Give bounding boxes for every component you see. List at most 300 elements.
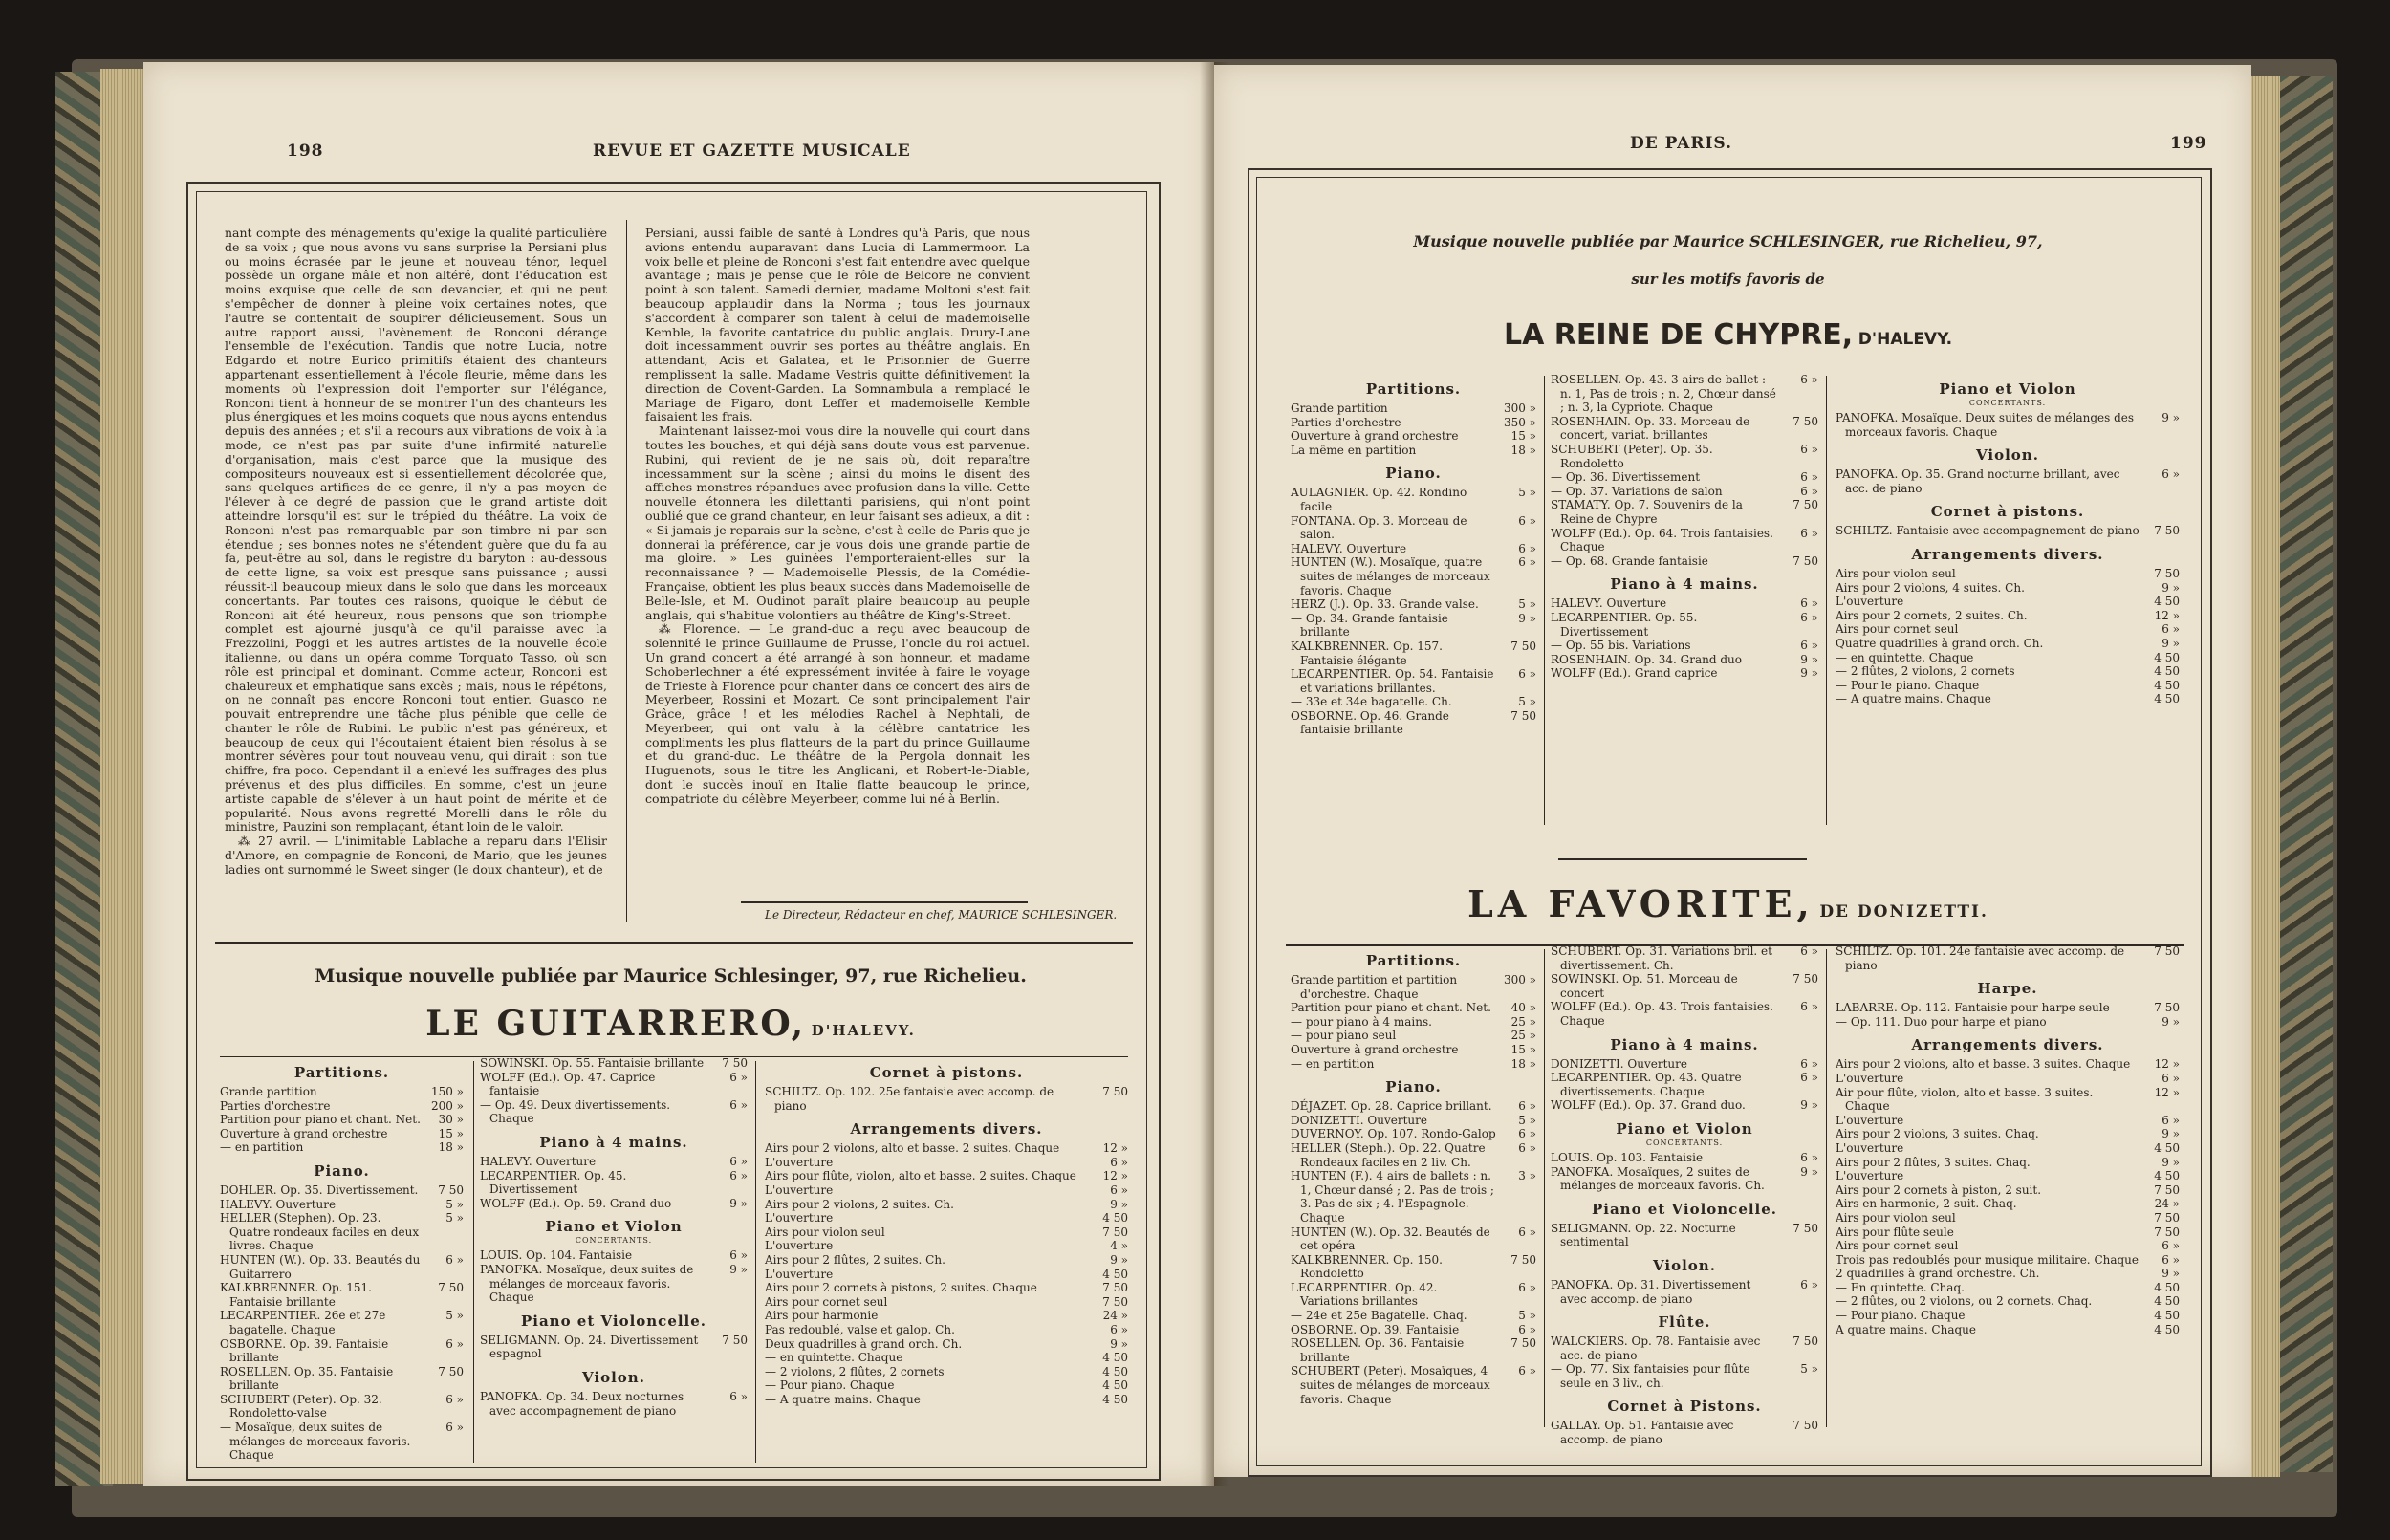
entry-title: STAMATY. Op. 7. Souvenirs de la Reine de Chypre [1551, 498, 1743, 526]
catalog-entry [1551, 944, 1818, 972]
catalog-entry [765, 1085, 1128, 1113]
category-heading: Arrangements divers. [1911, 545, 2104, 563]
entry-title: Airs pour cornet seul [1836, 1239, 1959, 1253]
catalog-entry [765, 1198, 1128, 1212]
entry-title: — 24e et 25e Bagatelle. Chaq. [1291, 1309, 1467, 1323]
entry-price: 6 » [1800, 1277, 1818, 1291]
left-running-head: REVUE ET GAZETTE MUSICALE [593, 141, 911, 161]
guitarrero-composer: D'HALEVY. [811, 1022, 916, 1039]
entry-title: — Op. 36. Divertissement [1551, 470, 1701, 485]
entry-price: 12 » [1102, 1169, 1128, 1183]
catalog-entry [1551, 639, 1818, 653]
entry-title: — Op. 68. Grande fantaisie [1551, 553, 1708, 568]
entry-title: — 33e et 34e bagatelle. Ch. [1291, 695, 1452, 709]
entry-price: 4 50 [2154, 1169, 2180, 1183]
entry-title: HERZ (J.). Op. 33. Grande valse. [1291, 597, 1479, 612]
entry-title: HELLER (Stephen). Op. 23. Quatre rondeaux faciles en deux livres. Chaque [220, 1211, 420, 1253]
catalog-entry [1836, 524, 2180, 538]
entry-price: 15 » [1510, 429, 1536, 444]
category-heading: Flûte. [1658, 1313, 1711, 1332]
entry-price: 15 » [438, 1126, 464, 1140]
entry-price: 6 » [1800, 1000, 1818, 1014]
entry-title: HALEVY. Ouverture [1551, 596, 1667, 611]
entry-price: 6 » [729, 1248, 748, 1263]
entry-title: L'ouverture [1836, 1140, 1904, 1155]
catalog-entry [1836, 679, 2180, 693]
entry-title: — 2 violons, 2 flûtes, 2 cornets [765, 1364, 945, 1378]
entry-title: Grande partition [220, 1085, 317, 1098]
entry-price: 18 » [1510, 1056, 1536, 1071]
entry-title: PANOFKA. Mosaïque. Deux suites de mélanges des morceaux favoris. Chaque [1836, 411, 2135, 439]
entry-title: DUVERNOY. Op. 107. Rondo-Galop [1291, 1127, 1496, 1141]
catalog-entry [1291, 542, 1536, 556]
entry-title: L'ouverture [765, 1239, 834, 1253]
entry-title: ROSENHAIN. Op. 34. Grand duo [1551, 652, 1742, 666]
catalog-entry [765, 1225, 1128, 1240]
entry-title: ROSENHAIN. Op. 33. Morceau de concert, variat. brillantes [1551, 414, 1750, 443]
entry-price: 7 50 [1792, 498, 1818, 512]
entry-price: 5 » [1518, 1309, 1536, 1323]
entry-price: 6 » [1800, 373, 1818, 386]
entry-price: 6 » [1110, 1155, 1128, 1169]
entry-price: 7 50 [1102, 1085, 1128, 1098]
entry-title: — pour piano à 4 mains. [1291, 1014, 1432, 1029]
catalog-entry [1291, 1281, 1536, 1309]
category-heading: Partitions. [293, 1064, 390, 1081]
catalog-entry [220, 1253, 464, 1281]
catalog-entry [1836, 567, 2180, 581]
entry-price: 6 » [1518, 1140, 1536, 1155]
category-subheading: CONCERTANTS. [1645, 1138, 1724, 1147]
entry-price: 6 » [729, 1154, 748, 1168]
entry-title: Airs en harmonie, 2 suit. Chaq. [1836, 1197, 2017, 1211]
entry-title: Airs pour flûte, violon, alto et basse. 2 suites. Chaque [765, 1169, 1076, 1183]
entry-title: Airs pour cornet seul [765, 1294, 888, 1309]
entry-price: 6 » [1518, 1280, 1536, 1294]
entry-price: 40 » [1510, 1001, 1536, 1015]
entry-price: 6 » [445, 1252, 464, 1267]
catalog-entry [1836, 651, 2180, 665]
guitarrero-column-3 [765, 1056, 1128, 1406]
entry-title: — Mosaïque, deux suites de mélanges de morceaux favoris. Chaque [220, 1421, 411, 1463]
entry-title: L'ouverture [1836, 595, 1904, 609]
entry-price: 7 50 [1510, 708, 1536, 723]
entry-title: ROSELLEN. Op. 35. Fantaisie brillante [220, 1364, 394, 1393]
catalog-entry [765, 1337, 1128, 1352]
catalog-entry [1836, 664, 2180, 679]
entry-title: DOHLER. Op. 35. Divertissement. [220, 1182, 419, 1197]
catalog-entry [1836, 1057, 2180, 1072]
category-heading: Violon. [1653, 1256, 1716, 1274]
entry-title: — En quintette. Chaq. [1836, 1280, 1965, 1294]
catalog-entry [1836, 1239, 2180, 1253]
category-heading: Piano et Violon [1939, 380, 2076, 398]
entry-title: Airs pour violon seul [1836, 566, 1956, 580]
entry-title: WOLFF (Ed.). Op. 43. Trois fantaisies. Chaque [1551, 1000, 1773, 1028]
entry-title: LOUIS. Op. 104. Fantaisie [480, 1248, 633, 1263]
catalog-entry [1291, 1015, 1536, 1030]
entry-price: 4 50 [1102, 1392, 1128, 1406]
catalog-entry [1551, 1000, 1818, 1028]
entry-price: 7 50 [1510, 1336, 1536, 1351]
entry-price: 18 » [1510, 443, 1536, 457]
category-heading: Piano. [314, 1161, 370, 1180]
entry-price: 9 » [1800, 1164, 1818, 1179]
entry-price: 7 50 [1792, 1334, 1818, 1349]
catalog-entry [765, 1253, 1128, 1268]
catalog-entry [765, 1268, 1128, 1282]
entry-title: WOLFF (Ed.). Op. 64. Trois fantaisies. Chaque [1551, 526, 1773, 554]
entry-title: SCHUBERT. Op. 31. Variations bril. et divertissement. Ch. [1551, 944, 1772, 972]
entry-title: Deux quadrilles à grand orch. Ch. [765, 1336, 963, 1351]
entry-title: HUNTEN (W.). Op. 32. Beautés de cet opéra [1291, 1225, 1490, 1253]
article-paragraph: Persiani, aussi faible de santé à Londres qu'à Paris, que nous avions entendu auparavant dans Lucia di Lammermoor. La voix belle et pleine de Ronconi s'est fait entendre avec quelque avantage ; mais je pense que le rôle de Belcore ne convient point à son talent. Samedi dernier, madame Moltoni s'est fait beaucoup applaudir dans la Norma ; tous les journaux s'accordent à comparer son talent à celui de mademoiselle Kemble, la favorite cantatrice du public anglais. Drury-Lane doit incessamment ouvrir ses portes au théâtre anglais. En attendant, Acis et Galatea, et le Prisonnier de Guerre remplissent la salle. Madame Vestris quitte définitivement la direction de Covent-Garden. La Somnambula a remplacé le Mariage de Figaro, dont Leffer et mademoiselle Kemble faisaient les frais. [645, 226, 1030, 424]
entry-price: 7 50 [1102, 1225, 1128, 1239]
entry-title: LABARRE. Op. 112. Fantaisie pour harpe seule [1836, 1001, 2110, 1015]
guitarrero-column-2 [480, 1056, 748, 1418]
entry-title: WALCKIERS. Op. 78. Fantaisie avec acc. de piano [1551, 1334, 1761, 1362]
entry-price: 7 50 [2154, 1210, 2180, 1225]
catalog-entry [1551, 443, 1818, 470]
entry-title: SELIGMANN. Op. 24. Divertissement espagnol [480, 1333, 699, 1361]
entry-title: SCHUBERT (Peter). Op. 35. Rondoletto [1551, 442, 1713, 470]
entry-title: WOLFF (Ed.). Op. 47. Caprice fantaisie [480, 1070, 656, 1098]
catalog-entry [1836, 1072, 2180, 1086]
article-paragraph: ⁂ 27 avril. — L'inimitable Lablache a reparu dans l'Elisir d'Amore, en compagnie de Ronconi, de Mario, que les jeunes ladies ont surnommé le Sweet singer (le doux chanteur), et de [225, 834, 607, 877]
entry-title: Airs pour 2 cornets à pistons, 2 suites. Chaque [765, 1281, 1037, 1295]
catalog-entry [765, 1239, 1128, 1253]
catalog-entry [1551, 1071, 1818, 1098]
catalog-entry [1551, 485, 1818, 499]
entry-price: 4 50 [1102, 1378, 1128, 1393]
catalog-entry [1551, 470, 1818, 485]
entry-price: 4 50 [2154, 1309, 2180, 1323]
entry-title: Parties d'orchestre [220, 1098, 331, 1113]
entry-price: 6 » [445, 1336, 464, 1351]
entry-title: PANOFKA. Mosaïques, 2 suites de mélanges de morceaux favoris. Ch. [1551, 1164, 1765, 1193]
catalog-entry [765, 1323, 1128, 1337]
catalog-entry [1291, 401, 1536, 416]
entry-title: SCHILTZ. Op. 101. 24e fantaisie avec accomp. de piano [1836, 944, 2125, 972]
entry-price: 12 » [2154, 1085, 2180, 1099]
entry-price: 6 » [1800, 1071, 1818, 1085]
entry-title: Airs pour 2 violons, 3 suites. Chaq. [1836, 1127, 2039, 1141]
category-heading: Piano à 4 mains. [1610, 1035, 1759, 1053]
entry-price: 6 » [2162, 467, 2180, 482]
category-heading: Piano. [1385, 465, 1442, 483]
entry-price: 6 » [1518, 1364, 1536, 1378]
entry-price: 4 50 [2154, 678, 2180, 692]
entry-price: 6 » [1110, 1182, 1128, 1197]
entry-title: WOLFF (Ed.). Op. 59. Grand duo [480, 1196, 672, 1210]
catalog-entry [1836, 944, 2180, 972]
reine-column-3 [1836, 373, 2180, 706]
catalog-entry [1291, 514, 1536, 542]
catalog-entry [1551, 1151, 1818, 1165]
reine-title-block [1256, 318, 2200, 352]
entry-title: Airs pour flûte seule [1836, 1225, 1954, 1239]
category-heading: Cornet à Pistons. [1607, 1398, 1762, 1416]
entry-price: 6 » [445, 1421, 464, 1435]
catalog-entry [1291, 597, 1536, 612]
entry-title: — Op. 34. Grande fantaisie brillante [1291, 611, 1448, 640]
catalog-entry [1291, 1336, 1536, 1364]
entry-price: 4 50 [2154, 1280, 2180, 1294]
entry-title: — Pour le piano. Chaque [1836, 678, 1980, 692]
catalog-entry [1291, 1001, 1536, 1015]
entry-title: KALKBRENNER. Op. 150. Rondoletto [1291, 1252, 1443, 1281]
entry-title: Quatre quadrilles à grand orch. Ch. [1836, 636, 2044, 650]
column-rule [473, 1061, 474, 1463]
catalog-entry [1291, 1309, 1536, 1323]
entry-title: OSBORNE. Op. 46. Grande fantaisie brillante [1291, 708, 1449, 737]
entry-title: LECARPENTIER. Op. 55. Divertissement [1551, 610, 1698, 639]
entry-title: SCHILTZ. Fantaisie avec accompagnement de piano [1836, 524, 2140, 538]
entry-title: OSBORNE. Op. 39. Fantaisie [1291, 1322, 1460, 1336]
category-heading: Piano à 4 mains. [539, 1133, 688, 1151]
entry-title: SOWINSKI. Op. 55. Fantaisie brillante [480, 1056, 705, 1070]
catalog-entry [220, 1337, 464, 1365]
catalog-entry [1291, 1141, 1536, 1169]
entry-price: 4 50 [2154, 1294, 2180, 1309]
entry-price: 7 50 [1792, 553, 1818, 568]
signature-rule [741, 901, 1028, 903]
entry-price: 3 » [1518, 1169, 1536, 1183]
entry-price: 6 » [1800, 442, 1818, 456]
catalog-entry [1551, 1098, 1818, 1113]
catalog-entry [1836, 1294, 2180, 1309]
reine-column-2 [1551, 373, 1818, 681]
entry-title: LECARPENTIER. Op. 43. Quatre divertissements. Chaque [1551, 1071, 1742, 1098]
entry-title: — en quintette. Chaque [1836, 650, 1974, 664]
entry-title: LECARPENTIER. 26e et 27e bagatelle. Chaque [220, 1309, 386, 1336]
catalog-entry [765, 1295, 1128, 1310]
catalog-entry [1836, 1183, 2180, 1198]
entry-title: — Op. 37. Variations de salon [1551, 484, 1723, 498]
entry-price: 5 » [1518, 695, 1536, 709]
catalog-entry [1836, 1225, 2180, 1240]
entry-title: Grande partition [1291, 401, 1388, 415]
category-heading: Violon. [1976, 446, 2039, 465]
entry-price: 4 50 [2154, 595, 2180, 609]
catalog-entry [1291, 612, 1536, 640]
entry-title: HALEVY. Ouverture [480, 1154, 597, 1168]
entry-price: 7 50 [1792, 972, 1818, 987]
entry-price: 30 » [438, 1113, 464, 1127]
catalog-entry [1291, 416, 1536, 430]
entry-title: HUNTEN (F.). 4 airs de ballets : n. 1, Chœur dansé ; 2. Pas de trois ; 3. Pas de six ; 4. l'Espagnole. Chaque [1291, 1169, 1494, 1225]
catalog-entry [220, 1085, 464, 1099]
column-rule [626, 220, 627, 922]
entry-title: KALKBRENNER. Op. 157. Fantaisie élégante [1291, 639, 1443, 667]
catalog-entry [1291, 973, 1536, 1001]
entry-title: LECARPENTIER. Op. 42. Variations brillantes [1291, 1280, 1438, 1309]
catalog-entry [480, 1197, 748, 1211]
entry-price: 4 50 [2154, 1140, 2180, 1155]
entry-title: LECARPENTIER. Op. 45. Divertissement [480, 1168, 627, 1197]
catalog-entry [1291, 1043, 1536, 1057]
category-subheading: CONCERTANTS. [575, 1236, 653, 1246]
entry-title: Partition pour piano et chant. Net. [220, 1113, 421, 1127]
entry-price: 4 50 [1102, 1267, 1128, 1281]
entry-title: DONIZETTI. Ouverture [1291, 1113, 1427, 1127]
editor-signature: Le Directeur, Rédacteur en chef, MAURICE SCHLESINGER. [765, 908, 1118, 922]
entry-title: — pour piano seul [1291, 1029, 1397, 1043]
catalog-entry [1291, 1114, 1536, 1128]
guitarrero-title: LE GUITARRERO, [425, 1004, 807, 1044]
favorite-column-3 [1836, 944, 2180, 1336]
catalog-entry [220, 1183, 464, 1198]
catalog-entry [1551, 498, 1818, 526]
entry-price: 6 » [1800, 1056, 1818, 1071]
catalog-entry [1551, 415, 1818, 443]
entry-price: 6 » [729, 1168, 748, 1182]
favorite-title-block [1256, 882, 2200, 925]
catalog-entry [220, 1421, 464, 1463]
entry-title: KALKBRENNER. Op. 151. Fantaisie brillante [220, 1281, 372, 1309]
entry-price: 24 » [1102, 1309, 1128, 1323]
column-rule [755, 1061, 756, 1463]
catalog-entry [1551, 1165, 1818, 1193]
entry-title: SCHUBERT (Peter). Op. 32. Rondoletto-valse [220, 1392, 382, 1421]
entry-title: — Pour piano. Chaque [1836, 1309, 1966, 1323]
category-heading: Piano et Violoncelle. [1591, 1200, 1778, 1218]
entry-title: Ouverture à grand orchestre [1291, 1042, 1459, 1056]
catalog-entry [480, 1334, 748, 1361]
entry-title: Trois pas redoublés pour musique militaire. Chaque [1836, 1252, 2140, 1267]
entry-price: 5 » [445, 1211, 464, 1225]
category-heading: Harpe. [1977, 980, 2038, 998]
catalog-entry [1291, 695, 1536, 709]
entry-price: 7 50 [2154, 1225, 2180, 1239]
entry-price: 6 » [729, 1070, 748, 1084]
entry-price: 6 » [1800, 470, 1818, 485]
catalog-entry [1551, 1278, 1818, 1306]
entry-price: 150 » [430, 1085, 464, 1098]
catalog-entry [1836, 467, 2180, 495]
catalog-entry [1836, 595, 2180, 609]
entry-title: Ouverture à grand orchestre [220, 1126, 388, 1140]
catalog-entry [1291, 640, 1536, 667]
entry-price: 9 » [1800, 666, 1818, 681]
entry-price: 5 » [1518, 1113, 1536, 1127]
article-column-2 [645, 227, 1030, 807]
entry-title: L'ouverture [1836, 1169, 1904, 1183]
entry-title: — 2 flûtes, 2 violons, 2 cornets [1836, 664, 2015, 679]
entry-title: Airs pour violon seul [1836, 1210, 1956, 1225]
catalog-entry [1836, 1001, 2180, 1015]
category-heading: Violon. [582, 1368, 645, 1386]
entry-price: 6 » [1518, 541, 1536, 555]
catalog-entry [1836, 692, 2180, 706]
entry-title: WOLFF (Ed.). Grand caprice [1551, 666, 1718, 681]
catalog-entry [220, 1099, 464, 1114]
entry-title: HUNTEN (W.). Op. 33. Beautés du Guitarrero [220, 1252, 421, 1281]
entry-price: 6 » [2162, 1252, 2180, 1267]
entry-price: 9 » [729, 1262, 748, 1276]
entry-title: Airs pour 2 cornets à piston, 2 suit. [1836, 1182, 2042, 1197]
catalog-entry [1291, 1253, 1536, 1281]
entry-price: 12 » [1102, 1141, 1128, 1156]
entry-title: Airs pour 2 violons, alto et basse. 2 suites. Chaque [765, 1141, 1060, 1156]
entry-price: 6 » [1110, 1322, 1128, 1336]
entry-price: 4 50 [1102, 1351, 1128, 1365]
catalog-entry [220, 1365, 464, 1393]
entry-price: 9 » [2162, 411, 2180, 424]
entry-price: 300 » [1503, 973, 1536, 987]
entry-price: 7 50 [722, 1333, 748, 1347]
entry-price: 9 » [1518, 611, 1536, 625]
catalog-entry [1291, 1029, 1536, 1043]
article-paragraph: nant compte des ménagements qu'exige la qualité particulière de sa voix ; que nous avons vu sans surprise la Persiani plus ou moins écrasée par le jeune et nouveau ténor, lequel possède un organe mâle et non altéré, dont l'éducation est moins exquise que celle de son devancier, et qui ne peut s'empêcher de donner à pleine voix certaines notes, que l'autre se contentait de soupirer délicieusement. Sous un autre rapport aussi, l'avènement de Ronconi dérange l'ensemble de l'exécution. Tandis que notre Lucia, notre Edgardo et notre Eurico primitifs étaient des chanteurs appartenant essentiellement à l'école fleurie, même dans les moments où l'expression doit l'emporter sur l'élégance, Ronconi tient à honneur de se montrer l'un des chanteurs les plus énergiques et les moins coquets que nous ayons entendus depuis des années ; et s'il a recours aux vibrations de voix à la mode, ce n'est pas par suite d'une infirmité naturelle d'organisation, mais c'est parce que la musique des compositeurs nouveaux est si essentiellement décolorée que, sans quelques artifices de ce genre, il n'y a pas moyen de l'élever à ce degré de passion que le grand artiste doit atteindre lorsqu'il est sur le trépied du théâtre. La voix de Ronconi n'est pas remarquable par son timbre ni par son étendue ; ses bonnes notes ne s'étendent guère que du fa au fa, peut-être au sol, dans le registre du baryton : au-dessous de cette ligne, sa voix est presque sans puissance ; aussi réussit-il beaucoup mieux dans le solo que dans les morceaux concertants. Par toutes ces raisons, quoique le début de Ronconi ait été heureux, nous pensons que son triomphe complet est ajourné jusqu'à ce qu'il paraisse avec la Frezzolini, Poggi et les autres artistes de la nouvelle école italienne, ou dans un opéra comme Torquato Tasso, où son rôle est principal et dominant. Comme acteur, Ronconi est chaleureux et emphatique sans excès ; mais, nous le répétons, on ne connaît pas encore Ronconi tout entier. Guasco ne pouvait entreprendre une tâche plus pénible que celle de chanter le rôle de Rubini. Le public n'est pas généreux, et beaucoup de ceux qui l'écoutaient étaient bien résolus à se montrer sévères pour tout nouveau venu, qui dirait : son tue chiffre, fra poco. Cependant il a enlevé les suffrages des plus prévenus et des plus difficiles. En somme, c'est un jeune artiste capable de s'élever à un haut point de mérite et de popularité. Nous avons regretté Morelli dans le rôle du ministre, Pauzini son remplaçant, étant loin de le valoir. [225, 226, 607, 835]
reine-composer: D'HALEVY. [1858, 330, 1953, 349]
catalog-entry [1836, 1281, 2180, 1295]
entry-price: 4 50 [1102, 1364, 1128, 1378]
entry-price: 6 » [1800, 944, 1818, 958]
entry-title: PANOFKA. Op. 35. Grand nocturne brillant, avec acc. de piano [1836, 467, 2120, 495]
catalog-entry [220, 1140, 464, 1155]
entry-price: 7 50 [2154, 1182, 2180, 1197]
entry-price: 25 » [1510, 1014, 1536, 1029]
entry-price: 7 50 [2154, 524, 2180, 538]
entry-title: L'ouverture [1836, 1071, 1904, 1085]
section-rule [1558, 858, 1807, 860]
entry-price: 12 » [2154, 608, 2180, 622]
section-rule [215, 942, 1133, 944]
left-page [143, 62, 1214, 1486]
entry-title: FONTANA. Op. 3. Morceau de salon. [1291, 513, 1467, 542]
entry-title: Airs pour 2 violons, 2 suites. Ch. [765, 1197, 954, 1211]
article-column-1 [225, 227, 607, 878]
guitarrero-publisher-line: Musique nouvelle publiée par Maurice Schlesinger, 97, rue Richelieu. [315, 965, 1027, 987]
entry-title: — 2 flûtes, ou 2 violons, ou 2 cornets. Chaq. [1836, 1294, 2093, 1309]
catalog-entry [1551, 666, 1818, 681]
entry-price: 15 » [1510, 1042, 1536, 1056]
entry-price: 7 50 [1792, 414, 1818, 428]
entry-price: 25 » [1510, 1029, 1536, 1043]
entry-title: PANOFKA. Op. 34. Deux nocturnes avec accompagnement de piano [480, 1389, 684, 1418]
entry-title: Airs pour 2 flûtes, 3 suites. Chaq. [1836, 1155, 2031, 1169]
right-running-head: DE PARIS. [1630, 134, 1733, 153]
column-rule [1544, 376, 1545, 825]
entry-title: — en partition [1291, 1056, 1375, 1071]
column-rule [1826, 376, 1827, 825]
catalog-entry [1551, 1222, 1818, 1249]
favorite-column-1 [1291, 944, 1536, 1406]
entry-price: 9 » [2162, 1014, 2180, 1029]
entry-price: 6 » [1518, 513, 1536, 528]
catalog-entry [765, 1365, 1128, 1379]
reine-column-1 [1291, 373, 1536, 737]
entry-price: 5 » [1518, 597, 1536, 612]
catalog-entry [765, 1351, 1128, 1365]
guitarrero-title-block [196, 1004, 1145, 1044]
entry-price: 4 50 [2154, 650, 2180, 664]
entry-title: DONIZETTI. Ouverture [1551, 1056, 1687, 1071]
category-heading: Piano et Violon [1616, 1119, 1753, 1138]
entry-price: 5 » [1800, 1362, 1818, 1377]
entry-price: 7 50 [2154, 566, 2180, 580]
entry-price: 7 50 [2154, 944, 2180, 958]
catalog-entry [1291, 1225, 1536, 1253]
entry-title: LECARPENTIER. Op. 54. Fantaisie et variations brillantes. [1291, 667, 1494, 695]
catalog-entry [480, 1155, 748, 1169]
catalog-entry [480, 1263, 748, 1305]
entry-price: 6 » [1800, 610, 1818, 624]
favorite-title: LA FAVORITE, [1467, 882, 1814, 925]
entry-price: 7 50 [1792, 1419, 1818, 1433]
entry-title: Airs pour harmonie [765, 1309, 879, 1323]
